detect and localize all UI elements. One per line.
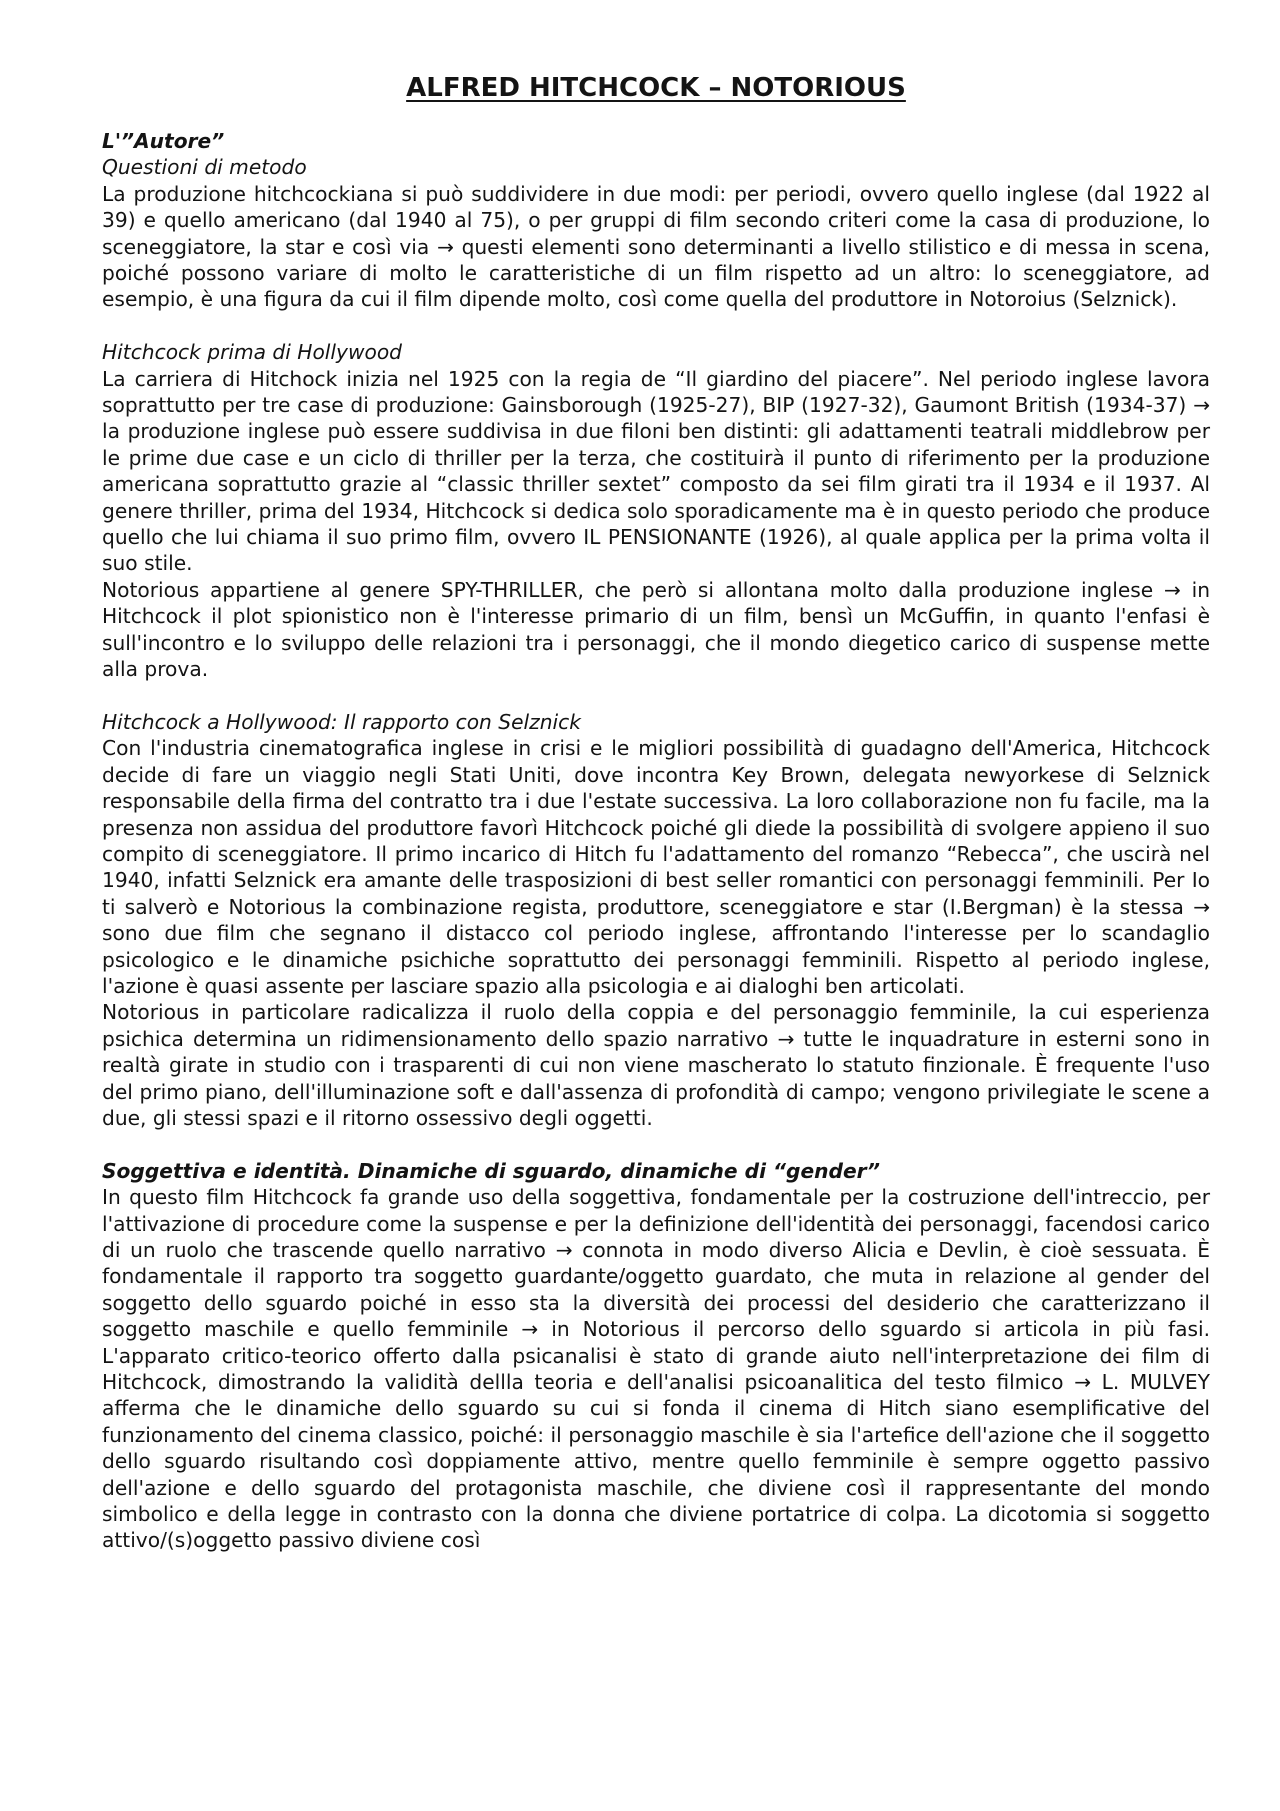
subheading-hollywood-selznick: Hitchcock a Hollywood: Il rapporto con Selznick <box>102 709 581 734</box>
paragraph-hollywood-selznick-2: Notorious in particolare radicalizza il ruolo della coppia e del personaggio femminile, la cui esperienza psichica determina un ridimensionamento dello spazio narrativo → tutte le inquadrature in esterni sono in realtà girate in studio con i trasparenti di cui non viene mascherato lo statuto finzionale. È frequente l'uso del primo piano, dell'illuminazione soft e dall'assenza di profondità di campo; vengono privilegiate le scene a due, gli stessi spazi e il ritorno ossessivo degli oggetti. <box>102 1000 1210 1130</box>
subheading-metodo: Questioni di metodo <box>102 155 307 180</box>
paragraph-spacer <box>102 313 1210 339</box>
subheading-prima-hollywood: Hitchcock prima di Hollywood <box>102 340 402 365</box>
section-heading-soggettiva: Soggettiva e identità. Dinamiche di sguardo, dinamiche di “gender” <box>102 1158 881 1183</box>
paragraph-metodo: La produzione hitchcockiana si può suddividere in due modi: per periodi, ovvero quello inglese (dal 1922 al 39) e quello americano (dal 1940 al 75), o per gruppi di film secondo criteri come la casa di produzione, lo sceneggiatore, la star e così via → questi elementi sono determinanti a livello stilistico e di messa in scena, poiché possono variare di molto le caratteristiche di un film rispetto ad un altro: lo sceneggiatore, ad esempio, è una figura da cui il film dipende molto, così come quella del produttore in Notoroius (Selznick). <box>102 181 1210 312</box>
paragraph-spacer <box>102 1131 1210 1157</box>
paragraph-prima-hollywood-2: Notorious appartiene al genere SPY-THRILLER, che però si allontana molto dalla produzione inglese → in Hitchcock il plot spionistico non è l'interesse primario di un film, bensì un McGuffin, in quanto l'enfasi è sull'incontro e lo sviluppo delle relazioni tra i personaggi, che il mondo diegetico carico di suspense mette alla prova. <box>102 577 1210 682</box>
document-title: ALFRED HITCHCOCK – NOTORIOUS <box>406 73 906 103</box>
paragraph-hollywood-selznick-1: Con l'industria cinematografica inglese in crisi e le migliori possibilità di guadagno dell'America, Hitchcock decide di fare un viaggio negli Stati Uniti, dove incontra Key Brown, delegata newyorkese di Selznick responsabile della firma del contratto tra i due l'estate successiva. La loro collaborazione non fu facile, ma la presenza non assidua del produttore favorì Hitchcock poiché gli diede la possibilità di svolgere appieno il suo compito di sceneggiatore. Il primo incarico di Hitch fu l'adattamento del romanzo “Rebecca”, che uscirà nel 1940, infatti Selznick era amante delle trasposizioni di best seller romantici con personaggi femminili. Per Io ti salverò e Notorious la combinazione regista, produttore, sceneggiatore e star (I.Bergman) è la stessa → sono due film che segnano il distacco col periodo inglese, affrontando l'interesse per lo scandaglio psicologico e le dinamiche psichiche soprattutto dei personaggi femminili. Rispetto al periodo inglese, l'azione è quasi assente per lasciare spazio alla psicologia e ai dialoghi ben articolati. <box>102 736 1210 998</box>
section-heading-autore: L'”Autore” <box>102 129 225 153</box>
paragraph-spacer <box>102 683 1210 709</box>
document-page <box>102 68 1210 1554</box>
paragraph-soggettiva: In questo film Hitchcock fa grande uso della soggettiva, fondamentale per la costruzione dell'intreccio, per l'attivazione di procedure come la suspense e per la definizione dell'identità dei personaggi, facendosi carico di un ruolo che trascende quello narrativo → connota in modo diverso Alicia e Devlin, è cioè sessuata. È fondamentale il rapporto tra soggetto guardante/oggetto guardato, che muta in relazione al gender del soggetto dello sguardo poiché in esso sta la diversità dei processi del desiderio che caratterizzano il soggetto maschile e quello femminile → in Notorious il percorso dello sguardo si articola in più fasi. L'apparato critico-teorico offerto dalla psicanalisi è stato di grande aiuto nell'interpretazione dei film di Hitchcock, dimostrando la validità dellla teoria e dell'analisi psicoanalitica del testo filmico → L. MULVEY afferma che le dinamiche dello sguardo su cui si fonda il cinema di Hitch siano esemplificative del funzionamento del cinema classico, poiché: il personaggio maschile è sia l'artefice dell'azione che il soggetto dello sguardo risultando così doppiamente attivo, mentre quello femminile è sempre oggetto passivo dell'azione e dello sguardo del protagonista maschile, che diviene così il rappresentante del mondo simbolico e della legge in contrasto con la donna che diviene portatrice di colpa. La dicotomia si soggetto attivo/(s)oggetto passivo diviene così <box>102 1185 1210 1553</box>
paragraph-prima-hollywood-1: La carriera di Hitchock inizia nel 1925 con la regia de “Il giardino del piacere”. Nel periodo inglese lavora soprattutto per tre case di produzione: Gainsborough (1925-27), BIP (1927-32), Gaumont British (1934-37) → la produzione inglese può essere suddivisa in due filoni ben distinti: gli adattamenti teatrali middlebrow per le prime due case e un ciclo di thriller per la terza, che costituirà il punto di riferimento per la produzione americana soprattutto grazie al “classic thriller sextet” composto da sei film girati tra il 1934 e il 1937. Al genere thriller, prima del 1934, Hitchcock si dedica solo sporadicamente ma è in questo periodo che produce quello che lui chiama il suo primo film, ovvero IL PENSIONANTE (1926), al quale applica per la prima volta il suo stile. <box>102 366 1210 576</box>
